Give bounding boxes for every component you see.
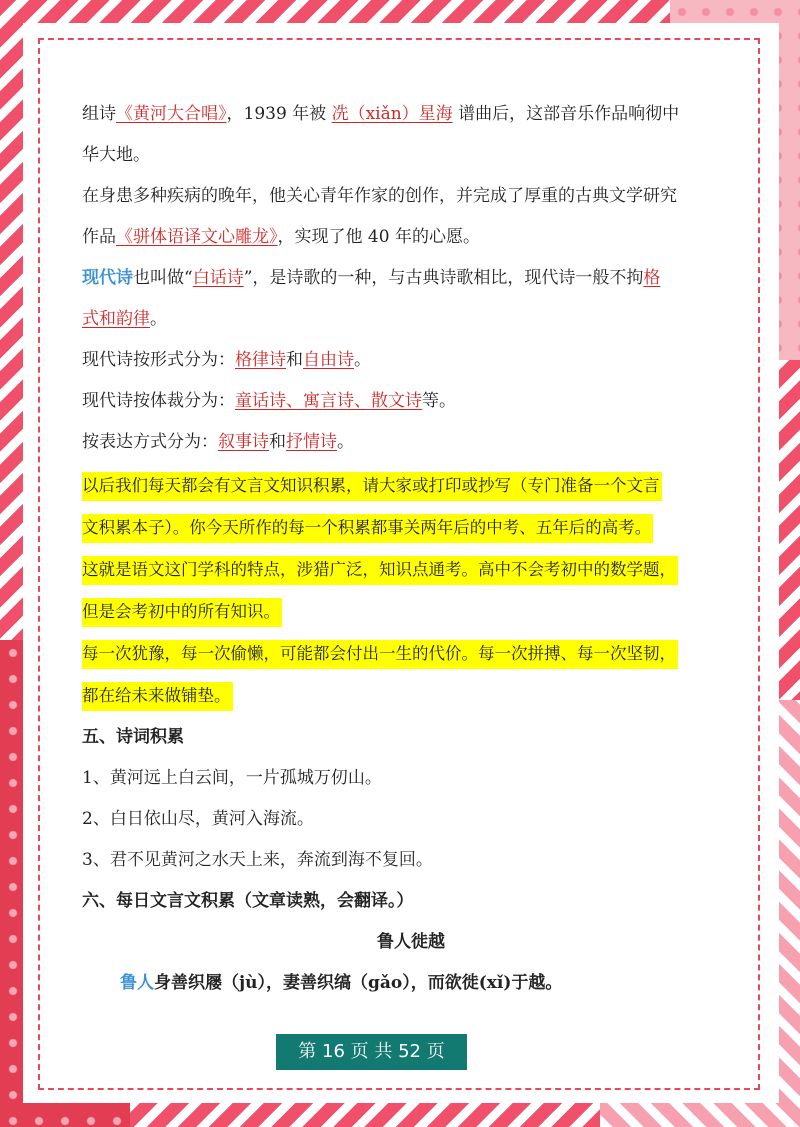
- poem-line: 2、白日依山尽，黄河入海流。: [82, 809, 314, 829]
- page-number-badge: 第 16 页 共 52 页: [276, 1034, 467, 1070]
- section-heading-classical: 六、每日文言文积累（文章读熟，会翻译。）: [82, 891, 414, 911]
- classical-text: 鲁人身善织屦（jù），妻善织缟（gǎo），而欲徙(xǐ)于越。: [120, 973, 563, 993]
- section-heading-poetry: 五、诗词积累: [82, 727, 184, 747]
- paragraph-modern-poetry-cont: 式和韵律。: [82, 309, 167, 329]
- classical-title: 鲁人徙越: [377, 932, 445, 952]
- paragraph-huanghe: 组诗《黄河大合唱》，1939 年被 冼（xiǎn）星海 谱曲后，这部音乐作品响彻中: [82, 104, 680, 124]
- paragraph-huanghe-cont: 华大地。: [82, 145, 150, 165]
- paragraph-modern-poetry: 现代诗也叫做“白话诗”，是诗歌的一种，与古典诗歌相比，现代诗一般不拘格: [82, 268, 661, 288]
- poem-line: 3、君不见黄河之水天上来，奔流到海不复回。: [82, 850, 433, 870]
- composer-name: 冼（xiǎn）星海: [331, 104, 453, 124]
- work-title: 《骈体语译文心雕龙》: [116, 227, 278, 247]
- poem-line: 1、黄河远上白云间，一片孤城万仞山。: [82, 768, 382, 788]
- paragraph-late-years: 在身患多种疾病的晚年，他关心青年作家的创作，并完成了厚重的古典文学研究: [82, 186, 677, 206]
- notice-line: 文积累本子）。你今天所作的每一个积累都事关两年后的中考、五年后的高考。: [82, 514, 653, 543]
- keyword-modern-poetry: 现代诗: [82, 268, 133, 288]
- keyword-luren: 鲁人: [120, 973, 154, 993]
- work-title: 《黄河大合唱》: [116, 104, 227, 124]
- paragraph-expression: 按表达方式分为：叙事诗和抒情诗。: [82, 432, 354, 452]
- notice-line: 以后我们每天都会有文言文知识积累，请大家或打印或抄写（专门准备一个文言: [82, 472, 662, 501]
- notice-line: 这就是语文这门学科的特点，涉猎广泛，知识点通考。高中不会考初中的数学题，: [82, 556, 678, 585]
- document-body: [82, 94, 732, 1004]
- notice-line: 每一次犹豫，每一次偷懒，可能都会付出一生的代价。每一次拼搏、每一次坚韧，: [82, 640, 678, 669]
- paragraph-genre: 现代诗按体裁分为：童话诗、寓言诗、散文诗等。: [82, 391, 456, 411]
- notice-line: 都在给未来做铺垫。: [82, 682, 233, 711]
- paragraph-late-years-cont: 作品《骈体语译文心雕龙》，实现了他 40 年的心愿。: [82, 227, 480, 247]
- paragraph-form: 现代诗按形式分为：格律诗和自由诗。: [82, 350, 371, 370]
- notice-line: 但是会考初中的所有知识。: [82, 598, 282, 627]
- highlighted-notice: [82, 465, 732, 717]
